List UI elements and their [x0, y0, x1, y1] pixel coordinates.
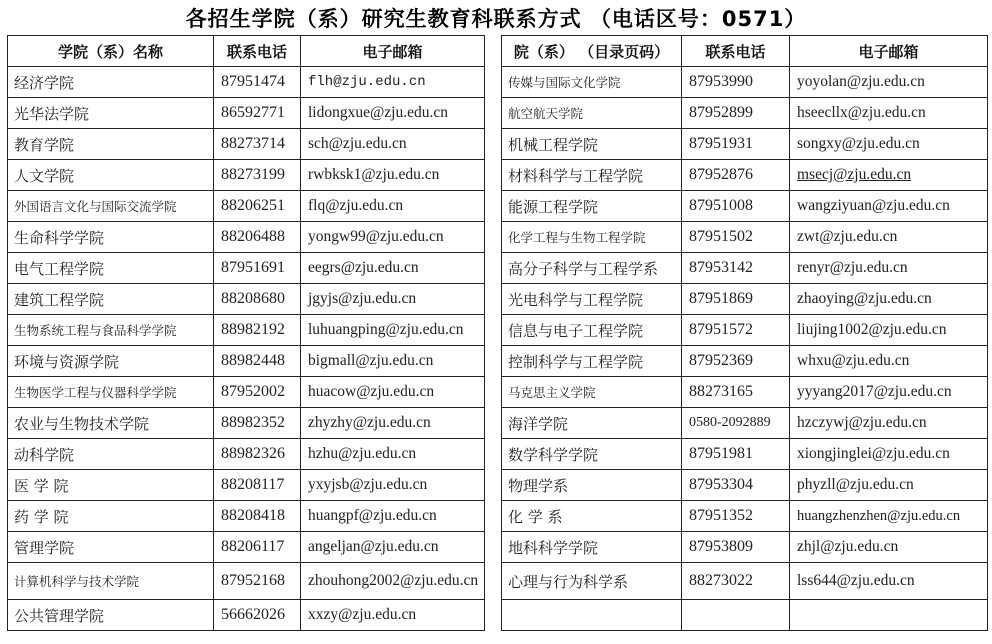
phone-number: 88206117: [214, 532, 301, 563]
college-name: 光电科学与工程学院: [502, 284, 682, 315]
phone-number: 87953990: [682, 67, 790, 98]
college-name: 传媒与国际文化学院: [502, 67, 682, 98]
phone-number: 87953304: [682, 470, 790, 501]
college-name: 心理与行为科学系: [502, 563, 682, 600]
table-row: [8, 563, 485, 600]
phone-number: 88982352: [214, 408, 301, 439]
email-address: huangzhenzhen@zju.edu.cn: [790, 501, 988, 532]
phone-number: 88982448: [214, 346, 301, 377]
phone-number: 87951869: [682, 284, 790, 315]
college-name: 信息与电子工程学院: [502, 315, 682, 346]
phone-number: 86592771: [214, 98, 301, 129]
table-row: [8, 222, 485, 253]
email-address: hzhu@zju.edu.cn: [301, 439, 485, 470]
header-phone: 联系电话: [214, 36, 301, 67]
phone-number: 87951008: [682, 191, 790, 222]
college-name: 化学工程与生物工程学院: [502, 222, 682, 253]
college-name: 数学科学学院: [502, 439, 682, 470]
phone-number: 87951691: [214, 253, 301, 284]
email-address: flq@zju.edu.cn: [301, 191, 485, 222]
email-address: [790, 600, 988, 631]
header-email: 电子邮箱: [301, 36, 485, 67]
college-name: [502, 600, 682, 631]
table-row: [8, 67, 485, 98]
college-name: 农业与生物技术学院: [8, 408, 214, 439]
college-name: 航空航天学院: [502, 98, 682, 129]
college-name: 控制科学与工程学院: [502, 346, 682, 377]
table-row: [502, 191, 988, 222]
email-address: liujing1002@zju.edu.cn: [790, 315, 988, 346]
phone-number: 87952168: [214, 563, 301, 600]
table-row: [502, 346, 988, 377]
college-name: 生命科学学院: [8, 222, 214, 253]
table-row: [502, 377, 988, 408]
email-address: zhouhong2002@zju.edu.cn: [301, 563, 485, 600]
college-name: 计算机科学与技术学院: [8, 563, 214, 600]
college-name: 动科学院: [8, 439, 214, 470]
table-row: [502, 284, 988, 315]
phone-number: 88206251: [214, 191, 301, 222]
college-name: 经济学院: [8, 67, 214, 98]
table-row: [502, 470, 988, 501]
email-address: zhyzhy@zju.edu.cn: [301, 408, 485, 439]
email-address: lidongxue@zju.edu.cn: [301, 98, 485, 129]
table-row: [502, 439, 988, 470]
phone-number: [682, 600, 790, 631]
phone-number: 88982192: [214, 315, 301, 346]
email-address: renyr@zju.edu.cn: [790, 253, 988, 284]
email-address: zwt@zju.edu.cn: [790, 222, 988, 253]
email-address: phyzll@zju.edu.cn: [790, 470, 988, 501]
phone-number: 88273714: [214, 129, 301, 160]
email-address: yoyolan@zju.edu.cn: [790, 67, 988, 98]
college-name: 海洋学院: [502, 408, 682, 439]
email-address: hzczywj@zju.edu.cn: [790, 408, 988, 439]
email-address: angeljan@zju.edu.cn: [301, 532, 485, 563]
table-row: [8, 439, 485, 470]
email-address: lss644@zju.edu.cn: [790, 563, 988, 600]
college-name: 环境与资源学院: [8, 346, 214, 377]
college-name: 材料科学与工程学院: [502, 160, 682, 191]
phone-number: 88206488: [214, 222, 301, 253]
table-row: [8, 191, 485, 222]
table-row: [502, 98, 988, 129]
table-row: [8, 408, 485, 439]
table-row: [8, 501, 485, 532]
email-address: whxu@zju.edu.cn: [790, 346, 988, 377]
email-address: xxzy@zju.edu.cn: [301, 600, 485, 631]
table-row: [8, 129, 485, 160]
college-name: 物理学系: [502, 470, 682, 501]
phone-number: 87952876: [682, 160, 790, 191]
table-row: [8, 470, 485, 501]
email-address[interactable]: [790, 160, 988, 191]
table-row: [502, 160, 988, 191]
phone-number: 87951572: [682, 315, 790, 346]
table-row: [502, 501, 988, 532]
college-name: 能源工程学院: [502, 191, 682, 222]
phone-number: 88208418: [214, 501, 301, 532]
phone-number: 87953142: [682, 253, 790, 284]
email-address: huacow@zju.edu.cn: [301, 377, 485, 408]
table-row: [8, 532, 485, 563]
phone-number: 88273199: [214, 160, 301, 191]
email-address: yxyjsb@zju.edu.cn: [301, 470, 485, 501]
college-name: 地科科学学院: [502, 532, 682, 563]
college-name: 教育学院: [8, 129, 214, 160]
phone-number: 87952899: [682, 98, 790, 129]
table-row-empty: [502, 600, 988, 631]
college-name: 光华法学院: [8, 98, 214, 129]
college-name: 公共管理学院: [8, 600, 214, 631]
table-row: [8, 284, 485, 315]
table-row: [502, 408, 988, 439]
phone-number: 88208117: [214, 470, 301, 501]
table-row: [502, 222, 988, 253]
phone-number: 87951931: [682, 129, 790, 160]
email-address: yongw99@zju.edu.cn: [301, 222, 485, 253]
right-contact-table: [501, 35, 988, 631]
table-row: [8, 160, 485, 191]
email-address: xiongjinglei@zju.edu.cn: [790, 439, 988, 470]
college-name: 化 学 系: [502, 501, 682, 532]
college-name: 机械工程学院: [502, 129, 682, 160]
email-address: flh@zju.edu.cn: [301, 67, 485, 98]
college-name: 电气工程学院: [8, 253, 214, 284]
phone-number: 88208680: [214, 284, 301, 315]
email-address: bigmall@zju.edu.cn: [301, 346, 485, 377]
table-row: [8, 98, 485, 129]
college-name: 生物系统工程与食品科学学院: [8, 315, 214, 346]
email-address: huangpf@zju.edu.cn: [301, 501, 485, 532]
college-name: 建筑工程学院: [8, 284, 214, 315]
table-row: [8, 253, 485, 284]
phone-number: 87953809: [682, 532, 790, 563]
email-address: wangziyuan@zju.edu.cn: [790, 191, 988, 222]
phone-number: 56662026: [214, 600, 301, 631]
email-address: songxy@zju.edu.cn: [790, 129, 988, 160]
phone-number: 87952369: [682, 346, 790, 377]
table-row: [502, 67, 988, 98]
college-name: 人文学院: [8, 160, 214, 191]
phone-number: 88273022: [682, 563, 790, 600]
header-phone: 联系电话: [682, 36, 790, 67]
college-name: 药 学 院: [8, 501, 214, 532]
email-link[interactable]: msecj@zju.edu.cn: [797, 166, 912, 183]
table-row: [502, 129, 988, 160]
email-address: sch@zju.edu.cn: [301, 129, 485, 160]
table-row: [502, 253, 988, 284]
college-name: 外国语言文化与国际交流学院: [8, 191, 214, 222]
table-row: [8, 377, 485, 408]
email-address: zhaoying@zju.edu.cn: [790, 284, 988, 315]
table-header-row: [8, 36, 485, 67]
left-contact-table: [7, 35, 485, 631]
phone-number: 87951474: [214, 67, 301, 98]
email-address: hseecllx@zju.edu.cn: [790, 98, 988, 129]
phone-number: 87951502: [682, 222, 790, 253]
phone-number: 0580-2092889: [682, 408, 790, 439]
table-header-row: [502, 36, 988, 67]
college-name: 医 学 院: [8, 470, 214, 501]
table-row: [502, 563, 988, 600]
table-row: [8, 600, 485, 631]
table-row: [8, 315, 485, 346]
table-row: [8, 346, 485, 377]
header-department-name: 院（系） （目录页码）: [502, 36, 682, 67]
phone-number: 88273165: [682, 377, 790, 408]
email-address: rwbksk1@zju.edu.cn: [301, 160, 485, 191]
page-title: 各招生学院（系）研究生教育科联系方式 （电话区号：0571）: [185, 7, 807, 31]
college-name: 生物医学工程与仪器科学学院: [8, 377, 214, 408]
phone-number: 87951352: [682, 501, 790, 532]
table-row: [502, 532, 988, 563]
email-address: zhjl@zju.edu.cn: [790, 532, 988, 563]
header-college-name: 学院（系）名称: [8, 36, 214, 67]
college-name: 马克思主义学院: [502, 377, 682, 408]
email-address: eegrs@zju.edu.cn: [301, 253, 485, 284]
college-name: 高分子科学与工程学系: [502, 253, 682, 284]
college-name: 管理学院: [8, 532, 214, 563]
phone-number: 87951981: [682, 439, 790, 470]
phone-number: 87952002: [214, 377, 301, 408]
phone-number: 88982326: [214, 439, 301, 470]
email-address: luhuangping@zju.edu.cn: [301, 315, 485, 346]
email-address: yyyang2017@zju.edu.cn: [790, 377, 988, 408]
table-row: [502, 315, 988, 346]
header-email: 电子邮箱: [790, 36, 988, 67]
email-address: jgyjs@zju.edu.cn: [301, 284, 485, 315]
